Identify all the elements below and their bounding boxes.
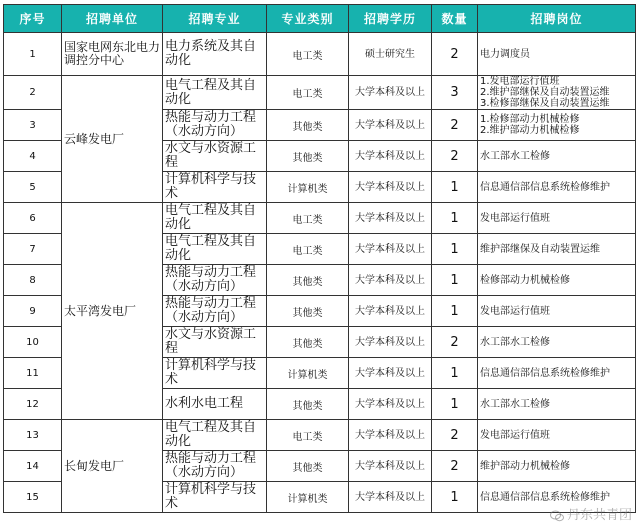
row-number: 2 xyxy=(4,76,62,110)
header-position: 招聘岗位 xyxy=(478,5,636,33)
major-cell: 电力系统及其自动化 xyxy=(163,33,267,76)
major-cell: 水文与水资源工程 xyxy=(163,141,267,172)
recruiting-unit: 国家电网东北电力调控分中心 xyxy=(62,33,163,76)
major-cell: 热能与动力工程（水动方向） xyxy=(163,265,267,296)
major-cell: 水利水电工程 xyxy=(163,389,267,420)
education-cell: 大学本科及以上 xyxy=(349,296,432,327)
position-cell xyxy=(478,327,636,358)
position-item: 电力调度员 xyxy=(480,48,530,60)
watermark xyxy=(550,504,632,523)
count-cell: 2 xyxy=(432,141,478,172)
row-number: 4 xyxy=(4,141,62,172)
education-cell: 大学本科及以上 xyxy=(349,172,432,203)
education-cell: 大学本科及以上 xyxy=(349,234,432,265)
position-cell xyxy=(478,141,636,172)
position-cell xyxy=(478,265,636,296)
category-cell: 电工类 xyxy=(267,76,349,110)
header-education: 招聘学历 xyxy=(349,5,432,33)
education-cell: 大学本科及以上 xyxy=(349,389,432,420)
count-cell: 1 xyxy=(432,234,478,265)
position-cell xyxy=(478,172,636,203)
education-cell: 大学本科及以上 xyxy=(349,358,432,389)
header-unit: 招聘单位 xyxy=(62,5,163,33)
count-cell: 1 xyxy=(432,389,478,420)
position-item: 发电部运行值班 xyxy=(480,429,550,441)
category-cell: 其他类 xyxy=(267,110,349,141)
category-cell: 电工类 xyxy=(267,234,349,265)
recruiting-unit: 长甸发电厂 xyxy=(62,420,163,513)
row-number: 15 xyxy=(4,482,62,513)
header-row xyxy=(4,5,636,33)
major-cell: 计算机科学与技术 xyxy=(163,358,267,389)
major-cell: 热能与动力工程（水动方向） xyxy=(163,451,267,482)
category-cell: 电工类 xyxy=(267,203,349,234)
position-item: 检修部动力机械检修 xyxy=(480,274,570,286)
row-number: 8 xyxy=(4,265,62,296)
wechat-icon xyxy=(550,510,564,522)
watermark-text: 丹东共青团 xyxy=(566,508,632,523)
count-cell: 2 xyxy=(432,110,478,141)
count-cell: 2 xyxy=(432,451,478,482)
position-cell xyxy=(478,203,636,234)
position-item: 3.检修部继保及自动装置运维 xyxy=(480,98,610,109)
row-number: 11 xyxy=(4,358,62,389)
position-item: 2.维护部动力机械检修 xyxy=(480,125,580,136)
position-item: 维护部继保及自动装置运维 xyxy=(480,243,600,255)
row-number: 3 xyxy=(4,110,62,141)
row-number: 9 xyxy=(4,296,62,327)
row-number: 10 xyxy=(4,327,62,358)
category-cell: 其他类 xyxy=(267,265,349,296)
education-cell: 硕士研究生 xyxy=(349,33,432,76)
major-cell: 计算机科学与技术 xyxy=(163,172,267,203)
education-cell: 大学本科及以上 xyxy=(349,420,432,451)
position-item: 水工部水工检修 xyxy=(480,398,550,410)
count-cell: 1 xyxy=(432,172,478,203)
position-cell xyxy=(478,451,636,482)
major-cell: 热能与动力工程（水动方向） xyxy=(163,296,267,327)
count-cell: 1 xyxy=(432,296,478,327)
education-cell: 大学本科及以上 xyxy=(349,203,432,234)
category-cell: 计算机类 xyxy=(267,482,349,513)
education-cell: 大学本科及以上 xyxy=(349,76,432,110)
category-cell: 电工类 xyxy=(267,33,349,76)
header-major: 招聘专业 xyxy=(163,5,267,33)
count-cell: 1 xyxy=(432,203,478,234)
major-cell: 电气工程及其自动化 xyxy=(163,234,267,265)
count-cell: 1 xyxy=(432,265,478,296)
position-item: 1.检修部动力机械检修 xyxy=(480,114,580,125)
position-cell xyxy=(478,296,636,327)
position-item: 水工部水工检修 xyxy=(480,336,550,348)
row-number: 6 xyxy=(4,203,62,234)
count-cell: 1 xyxy=(432,482,478,513)
table-row xyxy=(4,420,636,451)
position-item: 维护部动力机械检修 xyxy=(480,460,570,472)
position-item: 信息通信部信息系统检修维护 xyxy=(480,367,610,379)
education-cell: 大学本科及以上 xyxy=(349,451,432,482)
category-cell: 其他类 xyxy=(267,296,349,327)
education-cell: 大学本科及以上 xyxy=(349,327,432,358)
position-item: 水工部水工检修 xyxy=(480,150,550,162)
position-cell xyxy=(478,234,636,265)
category-cell: 计算机类 xyxy=(267,358,349,389)
position-cell xyxy=(478,76,636,110)
major-cell: 计算机科学与技术 xyxy=(163,482,267,513)
table-row xyxy=(4,33,636,76)
row-number: 5 xyxy=(4,172,62,203)
position-cell xyxy=(478,420,636,451)
position-cell xyxy=(478,33,636,76)
header-count: 数量 xyxy=(432,5,478,33)
position-item: 发电部运行值班 xyxy=(480,212,550,224)
recruiting-unit: 云峰发电厂 xyxy=(62,76,163,203)
count-cell: 1 xyxy=(432,358,478,389)
category-cell: 电工类 xyxy=(267,420,349,451)
category-cell: 其他类 xyxy=(267,141,349,172)
category-cell: 其他类 xyxy=(267,327,349,358)
row-number: 13 xyxy=(4,420,62,451)
position-item: 信息通信部信息系统检修维护 xyxy=(480,181,610,193)
recruiting-unit: 太平湾发电厂 xyxy=(62,203,163,420)
position-item: 1.发电部运行值班 xyxy=(480,76,560,87)
education-cell: 大学本科及以上 xyxy=(349,141,432,172)
category-cell: 计算机类 xyxy=(267,172,349,203)
major-cell: 电气工程及其自动化 xyxy=(163,420,267,451)
major-cell: 电气工程及其自动化 xyxy=(163,76,267,110)
header-category: 专业类别 xyxy=(267,5,349,33)
major-cell: 电气工程及其自动化 xyxy=(163,203,267,234)
major-cell: 热能与动力工程（水动方向） xyxy=(163,110,267,141)
category-cell: 其他类 xyxy=(267,451,349,482)
position-cell xyxy=(478,110,636,141)
row-number: 7 xyxy=(4,234,62,265)
position-item: 2.维护部继保及自动装置运维 xyxy=(480,87,610,98)
education-cell: 大学本科及以上 xyxy=(349,110,432,141)
row-number: 14 xyxy=(4,451,62,482)
count-cell: 2 xyxy=(432,327,478,358)
table-row xyxy=(4,76,636,110)
position-cell xyxy=(478,358,636,389)
row-number: 12 xyxy=(4,389,62,420)
position-item: 发电部运行值班 xyxy=(480,305,550,317)
header-no: 序号 xyxy=(4,5,62,33)
row-number: 1 xyxy=(4,33,62,76)
count-cell: 2 xyxy=(432,33,478,76)
category-cell: 其他类 xyxy=(267,389,349,420)
major-cell: 水文与水资源工程 xyxy=(163,327,267,358)
education-cell: 大学本科及以上 xyxy=(349,265,432,296)
table-row xyxy=(4,203,636,234)
recruitment-table xyxy=(3,4,636,513)
count-cell: 2 xyxy=(432,420,478,451)
count-cell: 3 xyxy=(432,76,478,110)
position-item: 信息通信部信息系统检修维护 xyxy=(480,491,610,503)
position-cell xyxy=(478,389,636,420)
education-cell: 大学本科及以上 xyxy=(349,482,432,513)
